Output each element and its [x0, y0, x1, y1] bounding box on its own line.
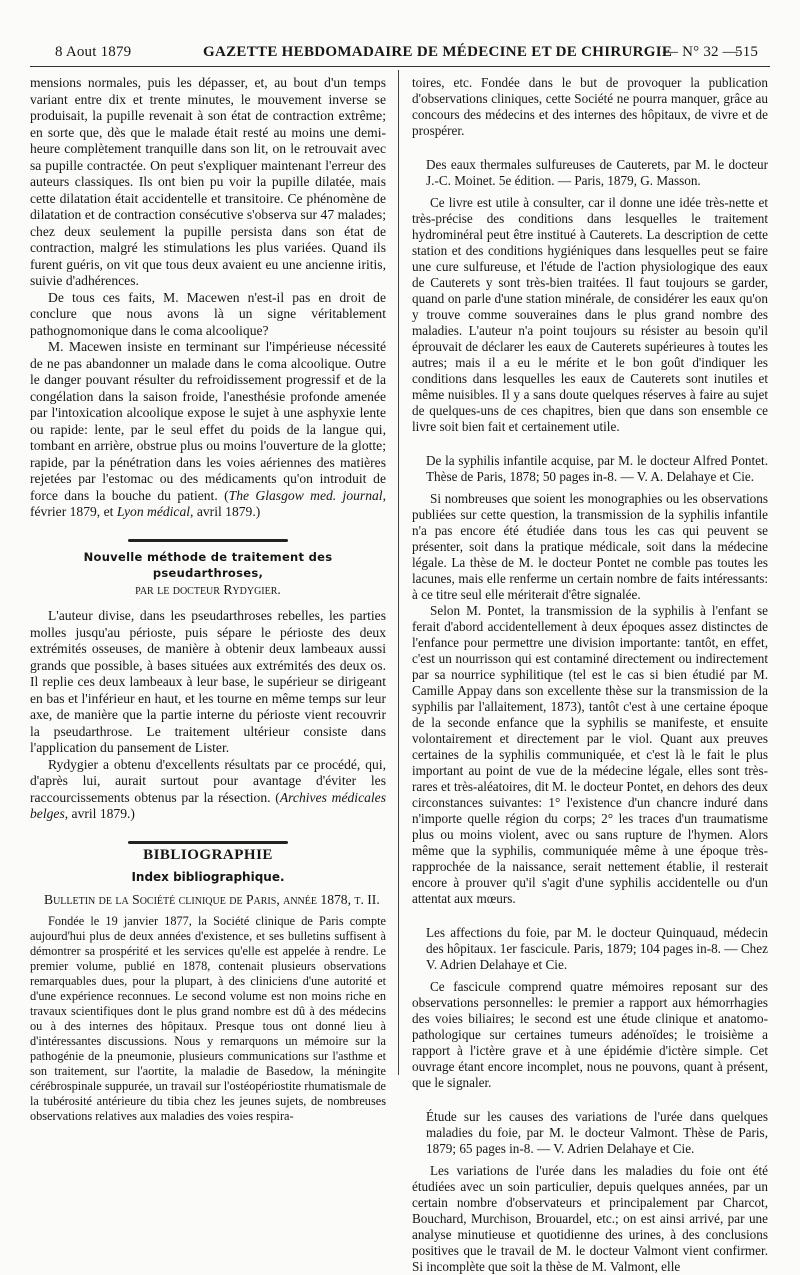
- paragraph: L'auteur divise, dans les pseudarthroses rebelles, les parties molles jusqu'au périoste, puis sépare le périoste des deux extrémités osseuses, de manière à obtenir deux lambeaux aussi grands que possible, à bases situées aux extrémités des deux os. Il replie ces deux lambeaux à leur base, le supérieur se dirigeant en bas et l'inférieur en haut, et les tourne en même temps sur leur axe, de manière que la partie interne du périoste vient recouvrir la pseudarthrose. Le traitement ultérieur consiste dans l'application du pansement de Lister.: [30, 608, 386, 755]
- journal-title: GAZETTE HEBDOMADAIRE DE MÉDECINE ET DE CHIRURGIE: [203, 44, 673, 60]
- section-ornament: [30, 831, 386, 835]
- citation: Archives médicales belges: [30, 789, 386, 821]
- article-author: par le docteur Rydygier.: [135, 581, 281, 597]
- paragraph: Ce livre est utile à consulter, car il donne une idée très-nette et très-précise des conditions dans lesquelles le traitement hydrominéral peut être institué à Cauterets. La description de cette station et des conditions hygiéniques dans lesquelles peut se faire une cure sulfureuse, et l'étude de l'action physiologique des eaux de Cauterets y sont très-bien traitées. Il faut toujours se garder, quand on parle d'une station minérale, de considérer les eaux qu'on y trouve comme souveraines dans le plus grand nombre des maladies. L'auteur n'a point toujours su résister au besoin qu'il éprouvait de déclarer les eaux de Cauterets supérieures à toutes les autres; mais il a eu le mérite et le bon goût d'indiquer les conditions dans lesquelles les eaux de Cauterets sont inutiles et même nuisibles. Il y a sans doute quelques réserves à faire au sujet de quelques-uns de ces chapitres, bien que dans son ensemble ce livre soit bien fait et certainement utile.: [412, 195, 768, 434]
- review-title: Des eaux thermales sulfureuses de Cauterets, par M. le docteur J.-C. Moinet. 5e édition. — Paris, 1879, G. Masson.: [426, 157, 768, 188]
- paragraph: Si nombreuses que soient les monographies ou les observations publiées sur cette question, la transmission de la syphilis infantile n'a pas encore été étudiée dans tous les cas qui peuvent se présenter, soit dans la pratique médicale, soit dans la médecine légale. La thèse de M. le docteur Pontet ne comble pas toutes les lacunes, mais elle renferme un certain nombre de faits intéressants: à ce titre seul elle mériterait d'être signalée.: [412, 491, 768, 602]
- paragraph: Fondée le 19 janvier 1877, la Société clinique de Paris compte aujourd'hui plus de deux années d'existence, et ses bulletins suffisent à démontrer sa prospérité et les services qu'elle est appelée à rendre. Le premier volume, publié en 1878, contenait plusieurs observations remarquables dues, pour la plupart, à des cliniciens d'une autorité et d'une expérience reconnues. Le second volume est non moins riche en travaux scientifiques dont le plus grand nombre est dû à des médecins ou à des internes des hôpitaux. Presque tous ont donné lieu à d'intéressantes discussions. Nous y remarquons un mémoire sur la pathogénie de la pneumonie, plusieurs communications sur l'asthme et son traitement, sur l'aortite, la maladie de Basedow, la méningite cérébrospinale suppurée, un travail sur l'ostéopériostite rhumatismale de la tubérosité antérieure du tibia chez les jeunes sujets, de nombreuses observations relatives aux maladies des voies respira-: [30, 914, 386, 1123]
- review-title: De la syphilis infantile acquise, par M. le docteur Alfred Pontet. Thèse de Paris, 1878; 50 pages in-8. — V. A. Delahaye et Cie.: [426, 453, 768, 484]
- paragraph: De tous ces faits, M. Macewen n'est-il pas en droit de conclure que nous avons là un signe véritablement pathognomonique dans le coma alcoolique?: [30, 289, 386, 338]
- citation: The Glasgow med. journal: [228, 487, 383, 503]
- separator-rule: [30, 529, 386, 533]
- review-title: Étude sur les causes des variations de l'urée dans quelques maladies du foie, par M. le docteur Valmont. Thèse de Paris, 1879; 65 pages in-8. — V. Adrien Delahaye et Cie.: [426, 1109, 768, 1156]
- article-title: Nouvelle méthode de traitement des pseudarthroses,: [83, 549, 333, 580]
- paragraph: M. Macewen insiste en terminant sur l'impérieuse nécessité de ne pas abandonner un malade dans le coma alcoolique. Outre le danger pouvant résulter du refroidissement progressif et de la congélation dans la saison froide, l'anesthésie profonde amenée par l'intoxication alcoolique expose le sujet à une asphyxie lente ou rapide: lente, par le seul effet du poids de la langue qui, tombant en arrière, obstrue plus ou moins l'ouverture de la glotte; rapide, par la pénétration dans les voies aériennes des matières rejetées par l'estomac ou des médicaments qu'on introduit de force dans la bouche du patient. (The Glasgow med. journal, février 1879, et Lyon médical, avril 1879.): [30, 339, 386, 519]
- issue-number: — N° 32 —: [663, 44, 738, 60]
- subsection-heading: Index bibliographique.: [131, 869, 285, 884]
- paragraph: toires, etc. Fondée dans le but de provoquer la publication d'observations cliniques, cette Société ne pourra manquer, grâce au concours des médecins et des internes des hôpitaux, de vivre et de prospérer.: [412, 75, 768, 138]
- header-rule: [30, 66, 770, 67]
- review-title: Bulletin de la Société clinique de Paris, année 1878, t. II.: [44, 891, 380, 907]
- paragraph: Selon M. Pontet, la transmission de la syphilis à l'enfant se ferait d'abord accidentellement à deux époques assez distinctes de l'enfance pour permettre une division importante: tantôt, en effet, c'est un nourrisson qui est contaminé directement ou indirectement par sa nourrice syphilitique (tel est le cas si bien étudié par M. Camille Appay dans son excellente thèse sur la transmission de la syphilis par l'allaitement, 1873), tantôt c'est à une certaine époque de la seconde enfance que la syphilis se manifeste, et ensuite volontairement et directement par le viol. Quant aux preuves certaines de la syphilis communiquée, et c'est là le fait le plus important au point de vue de la médecine légale, elles sont très-rares et très-aléatoires, dit M. le docteur Pontet, en dehors des deux circonstances suivantes: 1° l'existence d'un chancre induré dans n'importe quelle région du corps; 2° les traces d'un traumatisme plus ou moins violent, avec ou sans rupture de l'hymen. Alors même que la syphilis, communiquée même à une époque très-rapprochée de la naissance, serait nettement établie, il resterait encore à prouver qu'il s'agit d'une syphilis accidentelle ou d'un attentat aux mœurs.: [412, 603, 768, 906]
- header-date: 8 Aout 1879: [55, 44, 132, 60]
- page-number: 515: [735, 44, 759, 60]
- paragraph: Les variations de l'urée dans les maladies du foie ont été étudiées avec un soin particulier, depuis quelques années, par un certain nombre d'observateurs et principalement par Charcot, Bouchard, Murchison, Brouardel, etc.; on est ainsi arrivé, par une analyse minutieuse et quotidienne des urines, à des conclusions positives que le travail de M. le docteur Valmont vient confirmer. Si incomplète que soit la thèse de M. Valmont, elle: [412, 1163, 768, 1274]
- review-title: Les affections du foie, par M. le docteur Quinquaud, médecin des hôpitaux. 1er fascicule. Paris, 1879; 104 pages in-8. — Chez V. Adrien Delahaye et Cie.: [426, 925, 768, 972]
- right-column: [412, 75, 768, 1275]
- section-heading: BIBLIOGRAPHIE: [143, 846, 273, 863]
- paragraph: Rydygier a obtenu d'excellents résultats par ce procédé, qui, d'après lui, aurait surtout pour avantage d'éviter les raccourcissements obtenus par la résection. (Archives médicales belges, avril 1879.): [30, 756, 386, 821]
- paragraph: Ce fascicule comprend quatre mémoires reposant sur des observations personnelles: le premier a rapport aux hémorrhagies des voies biliaires; le second est une étude clinique et anatomo-pathologique sur certaines tumeurs adénoïdes; le troisième a rapport à l'ictère grave et à une épidémie d'ictère simple. Cet ouvrage étant encore incomplet, nous ne pouvons, quant à présent, que le signaler.: [412, 979, 768, 1090]
- column-divider: [398, 70, 399, 1075]
- page-header: [55, 44, 765, 64]
- citation: Lyon médical: [116, 504, 191, 519]
- left-column: [30, 75, 386, 1124]
- paragraph: mensions normales, puis les dépasser, et, au bout d'un temps variant entre dix et trente minutes, le mouvement inverse se produisait, la pupille revenait à son état de contraction extrême; en sorte que, dès que le malade était resté au moins une demi-heure complètement tranquille dans son lit, on le retrouvait avec sa pupille contractée. On peut s'expliquer maintenant l'erreur des auteurs classiques. Ils ont bien pu voir la pupille dilatée, mais cette dilatation était accidentelle et transitoire. Ce phénomène de dilatation et de contraction consécutive s'observa sur 47 malades; chez deux seulement la pupille persista dans son état de contraction, malgré les stimulations les plus variées. Quand ils furent guéris, on vit que tous deux avaient eu une ancienne iritis, suivie d'adhérences.: [30, 75, 386, 288]
